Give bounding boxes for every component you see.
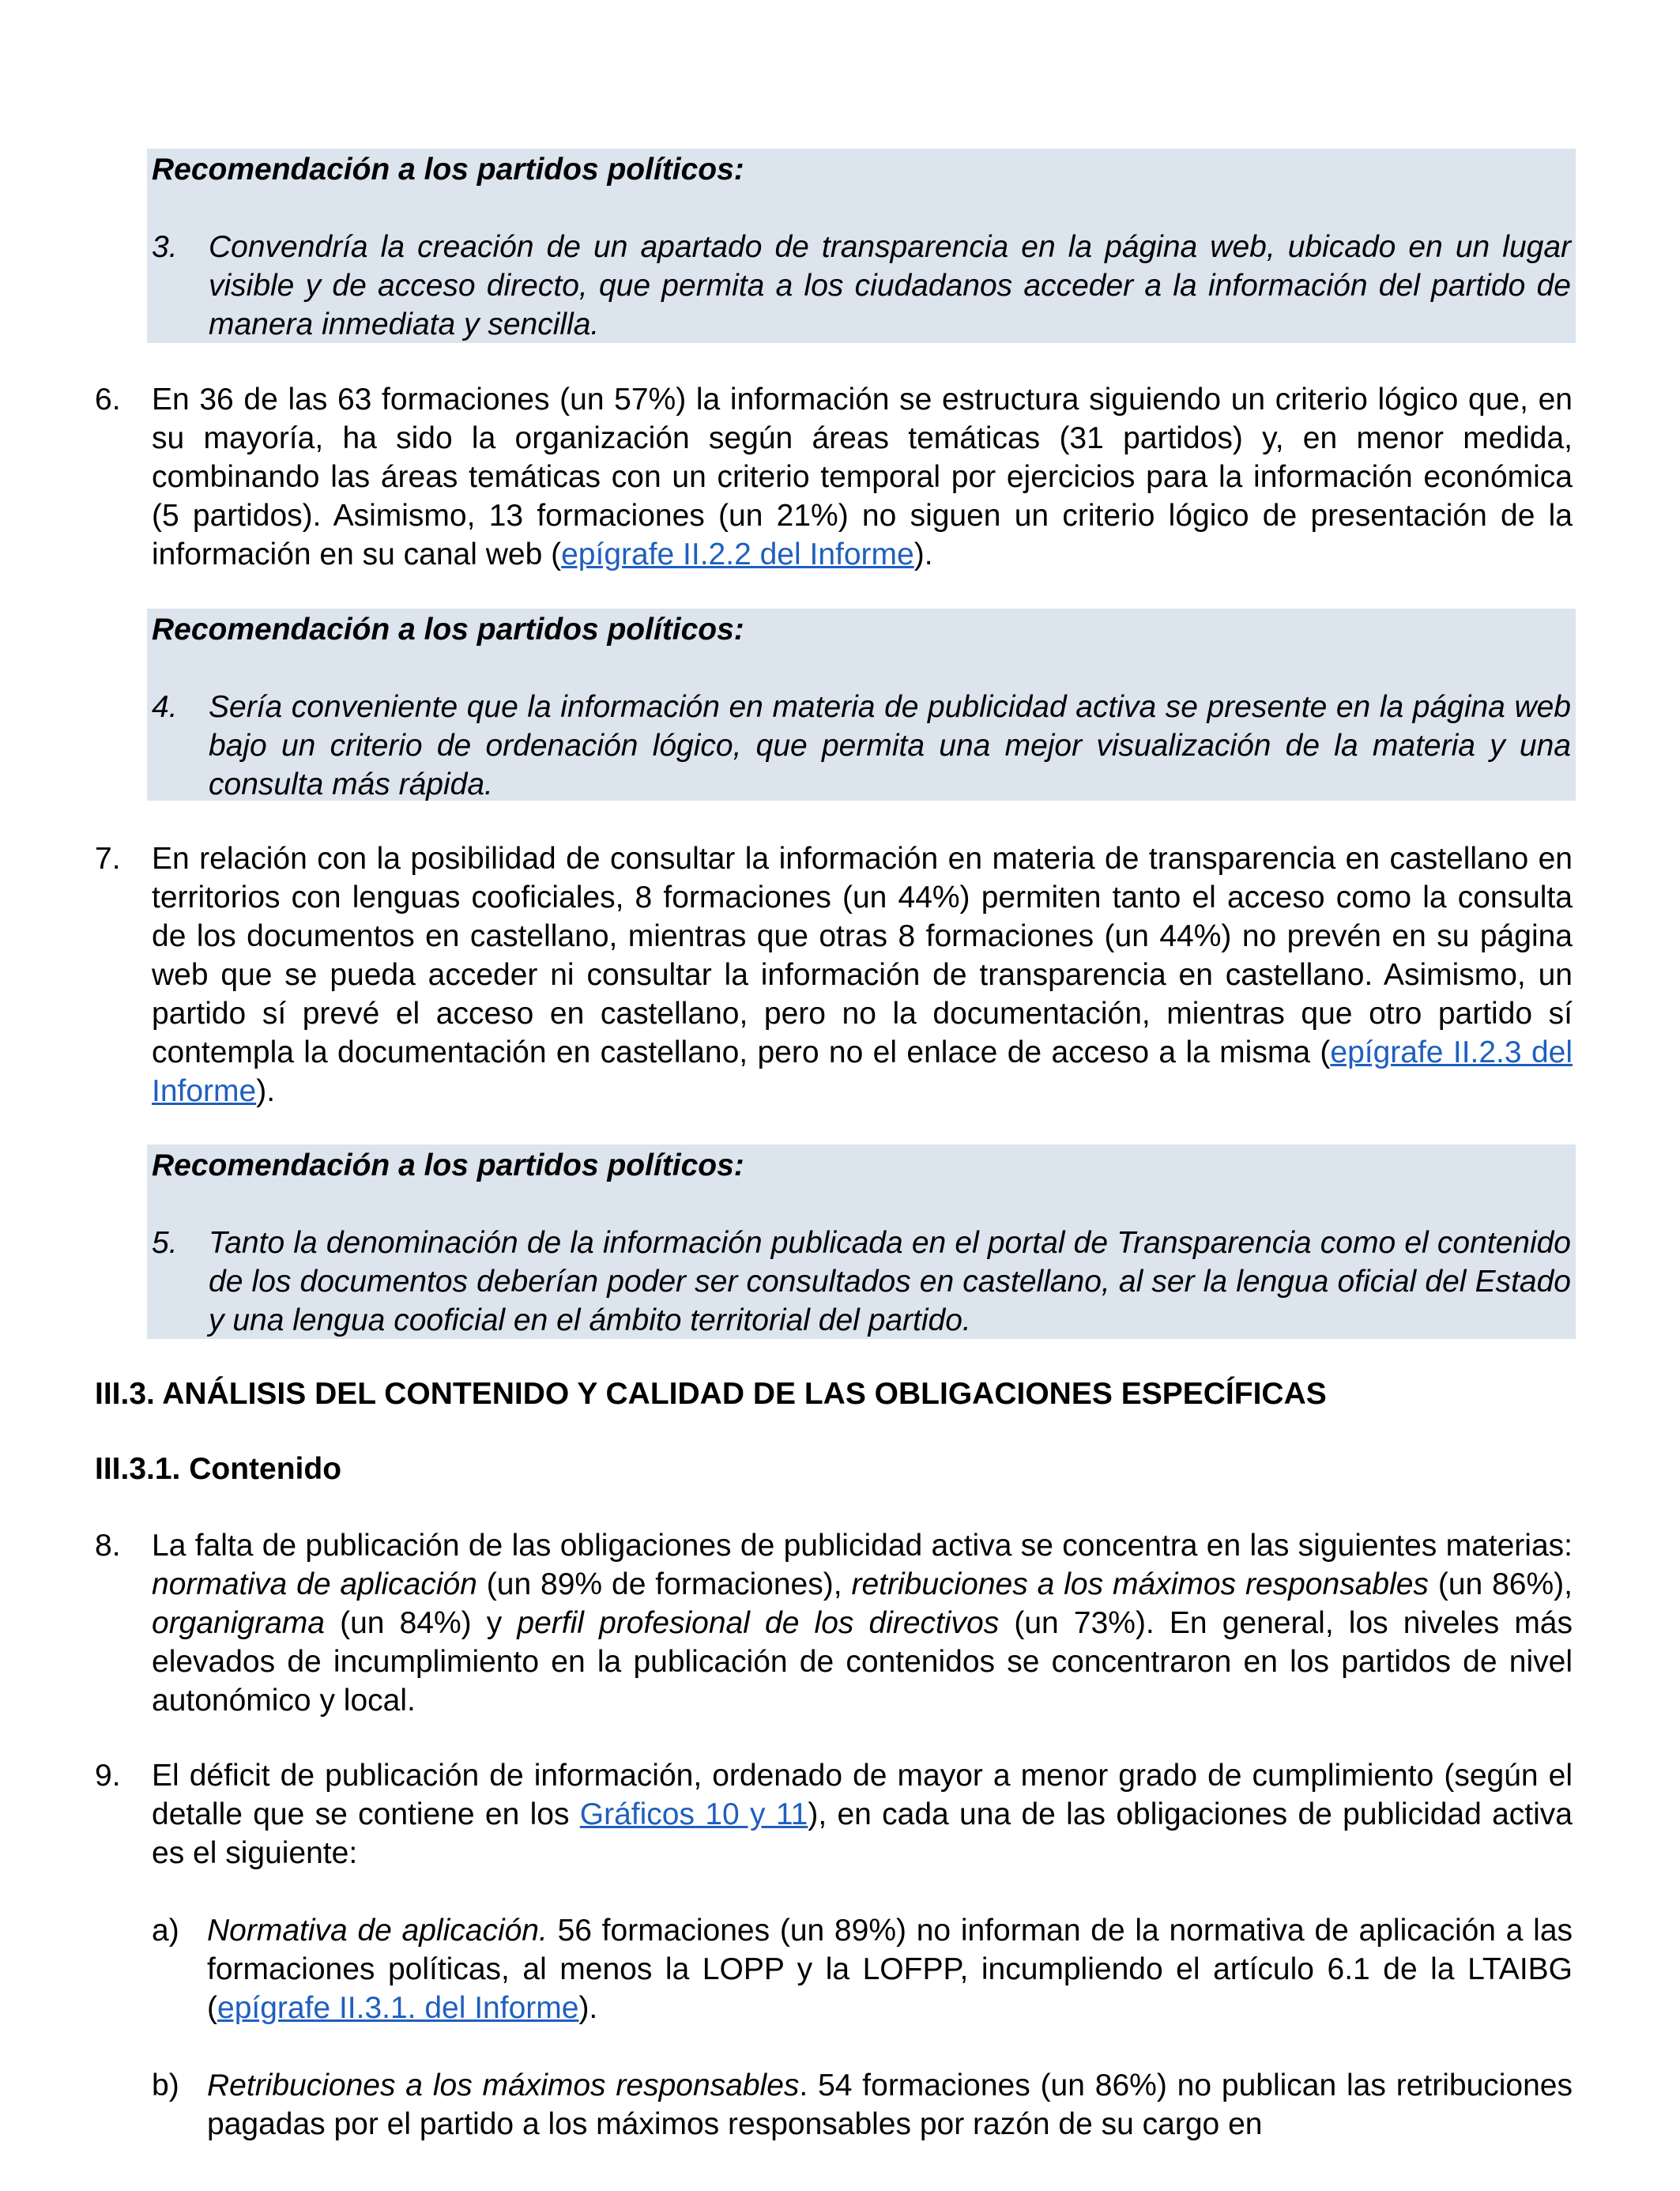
paragraph-7 <box>95 839 1573 1111</box>
recommendation-text: Convendría la creación de un apartado de transparencia en la página web, ubicado en un lugar visible y de acceso directo, que permita a los ciudadanos acceder a la información del partido de manera inmediata y sencilla. <box>209 230 1571 341</box>
list-letter: b) <box>152 2068 179 2102</box>
recommendation-text: Tanto la denominación de la información publicada en el portal de Transparencia como el contenido de los documentos deberían poder ser consultados en castellano, al ser la lengua oficial del Estado y una lengua cooficial en el ámbito territorial del partido. <box>209 1226 1571 1337</box>
recommendation-item <box>152 688 1571 804</box>
link-epigrafe-2-2-2[interactable]: epígrafe II.2.2 del Informe <box>561 537 914 571</box>
link-epigrafe-2-2-3[interactable]: epígrafe II.2.3 del Informe <box>152 1035 1573 1108</box>
paragraph-9 <box>95 1756 1573 1872</box>
recommendation-number: 5. <box>152 1226 178 1260</box>
paragraph-8 <box>95 1526 1573 1720</box>
recommendation-box-3 <box>147 149 1576 343</box>
link-epigrafe-2-3-1[interactable]: epígrafe II.3.1. del Informe <box>217 1991 579 2025</box>
recommendation-heading: Recomendación a los partidos políticos: <box>152 153 744 187</box>
list-item-a <box>152 1911 1573 2027</box>
recommendation-text: Sería conveniente que la información en materia de publicidad activa se presente en la página web bajo un criterio de ordenación lógico, que permita una mejor visualización de la materia y una consulta más rápida. <box>209 690 1571 801</box>
recommendation-box-5 <box>147 1145 1576 1339</box>
section-title: III.3. ANÁLISIS DEL CONTENIDO Y CALIDAD DE LAS OBLIGACIONES ESPECÍFICAS <box>95 1377 1327 1411</box>
recommendation-box-4 <box>147 609 1576 801</box>
paragraph-number: 9. <box>95 1759 121 1793</box>
list-letter: a) <box>152 1914 179 1948</box>
link-graficos-10-11[interactable]: Gráficos 10 y 11 <box>579 1797 808 1831</box>
recommendation-number: 3. <box>152 230 178 264</box>
paragraph-number: 6. <box>95 383 121 417</box>
recommendation-item <box>152 228 1571 344</box>
paragraph-text: En relación con la posibilidad de consultar la información en materia de transparencia en castellano en territorios con lenguas cooficiales, 8 formaciones (un 44%) permiten tanto el acceso como la consulta de los documentos en castellano, mientras que otras 8 formaciones (un 44%) no prevén en su página web que se pueda acceder ni consultar la información de transparencia en castellano. Asimismo, un partido sí prevé el acceso en castellano, pero no la documentación, mientras que otro partido sí contempla la documentación en castellano, pero no el enlace de acceso a la misma (epígrafe II.2.3 del Informe). <box>152 842 1573 1108</box>
recommendation-heading: Recomendación a los partidos políticos: <box>152 1148 744 1182</box>
list-item-b <box>152 2066 1573 2144</box>
paragraph-text: En 36 de las 63 formaciones (un 57%) la información se estructura siguiendo un criterio lógico que, en su mayoría, ha sido la organización según áreas temáticas (31 partidos) y, en menor medida, combinando las áreas temáticas con un criterio temporal por ejercicios para la información económica (5 partidos). Asimismo, 13 formaciones (un 21%) no siguen un criterio lógico de presentación de la información en su canal web (epígrafe II.2.2 del Informe). <box>152 383 1573 571</box>
list-item-text: Retribuciones a los máximos responsables. 54 formaciones (un 86%) no publican las retribuciones pagadas por el partido a los máximos responsables por razón de su cargo en <box>207 2068 1573 2141</box>
recommendation-item <box>152 1224 1571 1340</box>
subsection-title: III.3.1. Contenido <box>95 1452 342 1486</box>
paragraph-text: El déficit de publicación de información, ordenado de mayor a menor grado de cumplimiento (según el detalle que se contiene en los Gráficos 10 y 11), en cada una de las obligaciones de publicidad activa es el siguiente: <box>152 1759 1573 1870</box>
paragraph-6 <box>95 380 1573 574</box>
paragraph-number: 7. <box>95 842 121 876</box>
recommendation-number: 4. <box>152 690 178 724</box>
list-item-text: Normativa de aplicación. 56 formaciones (un 89%) no informan de la normativa de aplicación a las formaciones políticas, al menos la LOPP y la LOFPP, incumpliendo el artículo 6.1 de la LTAIBG (epígrafe II.3.1. del Informe). <box>207 1914 1573 2025</box>
paragraph-text: La falta de publicación de las obligaciones de publicidad activa se concentra en las siguientes materias: normativa de aplicación (un 89% de formaciones), retribuciones a los máximos responsables (un 86%), organigrama (un 84%) y perfil profesional de los directivos (un 73%). En general, los niveles más elevados de incumplimiento en la publicación de contenidos se concentraron en los partidos de nivel autonómico y local. <box>152 1529 1573 1718</box>
recommendation-heading: Recomendación a los partidos políticos: <box>152 613 744 647</box>
paragraph-number: 8. <box>95 1529 121 1563</box>
